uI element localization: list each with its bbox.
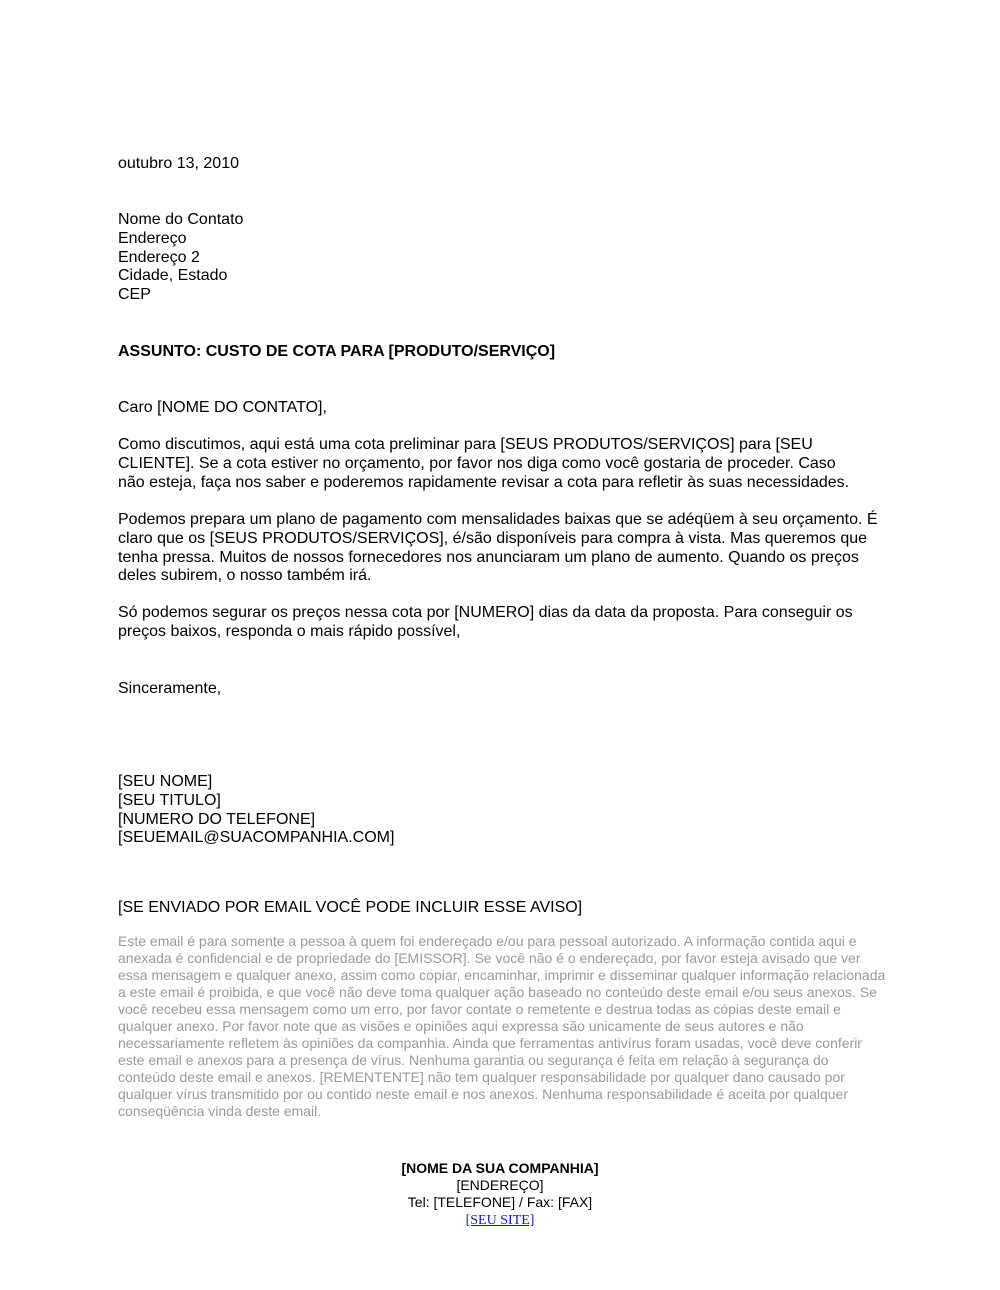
email-notice-body: Este email é para somente a pessoa à quem foi endereçado e/ou para pessoal autorizado. A informação contida aqui e anexada é confidencial e de propriedade do [EMISSOR]. Se você não é o endereçado, por favor esteja avisado que ver essa mensagem e qualquer anexo, assim como copiar, encaminhar, imprimir e disseminar qualquer informação relacionada a este email é proibida, e que você não deve toma qualquer ação baseado no conteúdo deste email e/ou seus anexos. Se você recebeu essa mensagem como um erro, por favor contate o remetente e destrua todas as cópias deste email e qualquer anexo. Por favor note que as visões e opiniões aqui expressa são unicamente de seus autores e não necessariamente refletem às opiniões da companhia. Ainda que ferramentas antivírus foram usadas, você deve conferir este email e anexos para a presença de vírus. Nenhuma garantia ou segurança é feita em relação à segurança do conteúdo deste email e anexos. [REMENTENTE] não tem qualquer responsabilidade por qualquer dano causado por qualquer vírus transmitido por ou contido neste email e nos anexos. Nenhuma responsabilidade é aceita por qualquer conseqüência vinda deste email. xyxy=(118,933,886,1119)
email-notice-heading-text: [SE ENVIADO POR EMAIL VOCÊ PODE INCLUIR ESSE AVISO] xyxy=(118,899,583,916)
signature-name: [SEU NOME] xyxy=(118,773,213,790)
letter-date xyxy=(118,155,888,174)
company-footer xyxy=(0,1160,1000,1229)
footer-contact: Tel: [TELEFONE] / Fax: [FAX] xyxy=(407,1194,593,1210)
date-text: outubro 13, 2010 xyxy=(118,155,239,172)
letter-salutation xyxy=(118,399,888,418)
subject-text: ASSUNTO: CUSTO DE COTA PARA [PRODUTO/SERVIÇO] xyxy=(118,343,556,360)
salutation-text: Caro [NOME DO CONTATO], xyxy=(118,399,327,416)
signature-block xyxy=(118,773,888,848)
recipient-address-1: Endereço xyxy=(118,229,187,247)
recipient-name: Nome do Contato xyxy=(118,211,244,228)
footer-address: [ENDEREÇO] xyxy=(456,1177,544,1193)
recipient-zip: CEP xyxy=(118,286,151,304)
signature-phone: [NUMERO DO TELEFONE] xyxy=(118,810,316,828)
body-paragraph-1: Como discutimos, aqui está uma cota preliminar para [SEUS PRODUTOS/SERVIÇOS] para [SEU CLIENTE]. Se a cota estiver no orçamento, por favor nos diga como você gostaria de proceder. Caso não esteja, faça nos saber e poderemos rapidamente revisar a cota para refletir às suas necessidades. xyxy=(118,436,850,491)
letter-closing xyxy=(118,680,888,699)
footer-site-link[interactable]: [SEU SITE] xyxy=(465,1213,535,1228)
closing-text: Sinceramente, xyxy=(118,680,222,697)
signature-email: [SEUEMAIL@SUACOMPANHIA.COM] xyxy=(118,829,395,847)
recipient-city-state: Cidade, Estado xyxy=(118,267,228,285)
footer-company-name: [NOME DA SUA COMPANHIA] xyxy=(401,1160,599,1176)
letter-subject xyxy=(118,343,888,362)
email-notice-heading xyxy=(118,899,888,918)
body-paragraph-3: Só podemos segurar os preços nessa cota por [NUMERO] dias da data da proposta. Para conseguir os preços baixos, responda o mais rápido possível, xyxy=(118,604,853,640)
signature-title: [SEU TITULO] xyxy=(118,791,221,809)
recipient-address-2: Endereço 2 xyxy=(118,248,200,266)
recipient-address xyxy=(118,211,888,305)
body-paragraph-2: Podemos prepara um plano de pagamento com mensalidades baixas que se adéqüem à seu orçamento. É claro que os [SEUS PRODUTOS/SERVIÇOS], é/são disponíveis para compra à vista. Mas queremos que tenha pressa. Muitos de nossos fornecedores nos anunciaram um plano de aumento. Quando os preços deles subirem, o nosso também irá. xyxy=(118,511,878,585)
